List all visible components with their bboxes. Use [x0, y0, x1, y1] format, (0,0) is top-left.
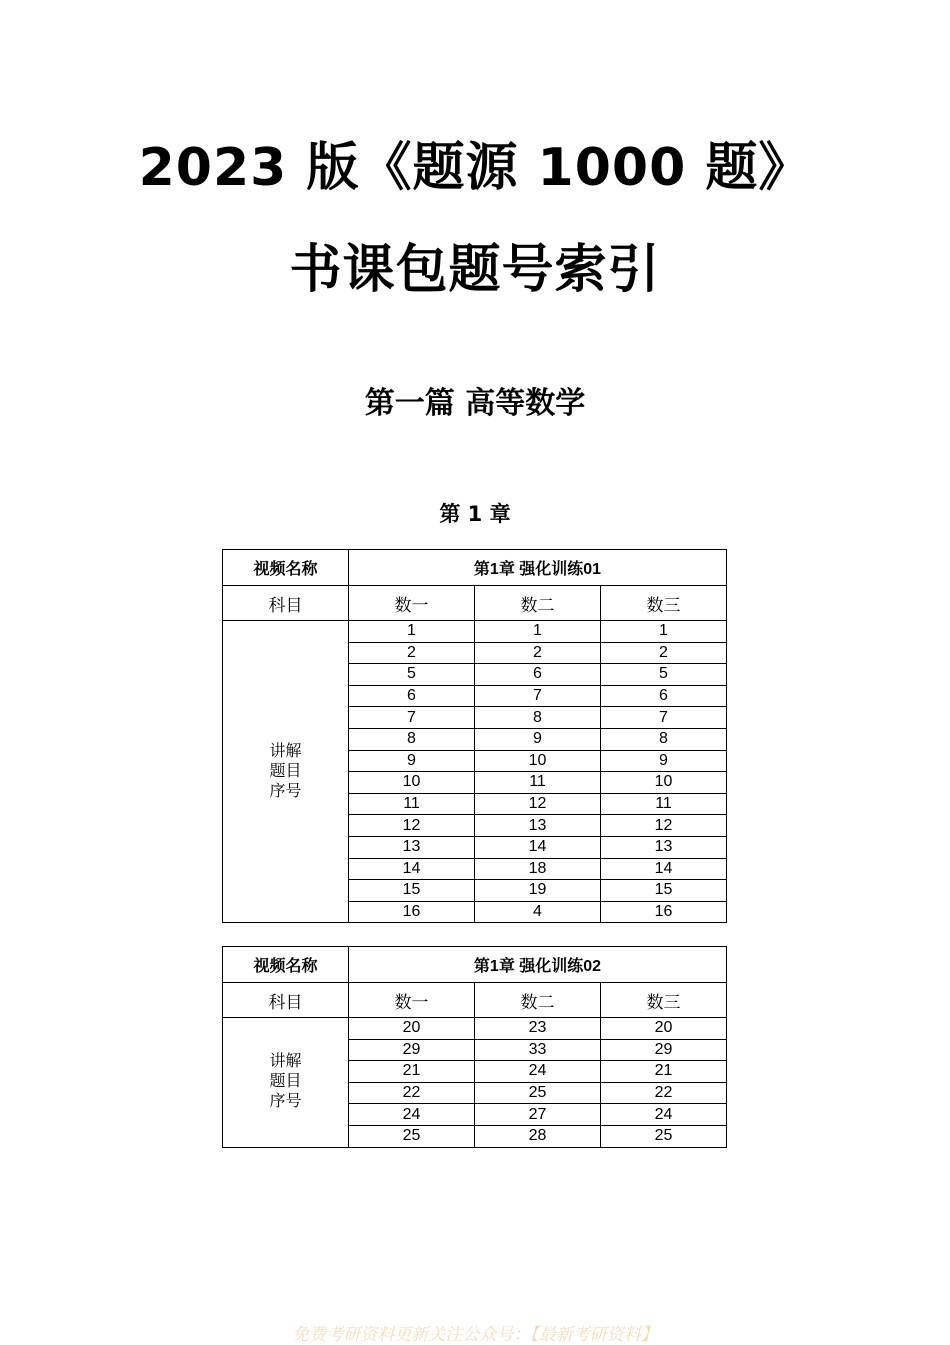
question-number-cell: 11: [475, 772, 601, 794]
part-title: 第一篇 高等数学: [364, 386, 586, 421]
video-name-cell: 第1章 强化训练01: [349, 550, 727, 586]
question-number-cell: 29: [601, 1039, 727, 1061]
question-number-cell: 12: [601, 815, 727, 837]
question-number-cell: 8: [601, 728, 727, 750]
question-number-cell: 19: [475, 880, 601, 902]
question-number-cell: 14: [601, 858, 727, 880]
row-label-cell: [223, 621, 349, 923]
subject-cell: 数一: [349, 983, 475, 1018]
question-number-cell: 11: [601, 793, 727, 815]
question-number-cell: 22: [349, 1082, 475, 1104]
header-label-cell: 视频名称: [223, 550, 349, 586]
question-number-cell: 1: [475, 621, 601, 643]
video-name-cell: 第1章 强化训练02: [349, 947, 727, 983]
question-number-cell: 14: [349, 858, 475, 880]
header-label-cell: 视频名称: [223, 947, 349, 983]
question-number-cell: 13: [601, 836, 727, 858]
question-number-cell: 6: [601, 685, 727, 707]
row-label-line: 题目: [269, 1073, 302, 1091]
document-title-line2: 书课包题号索引: [289, 240, 661, 300]
question-number-cell: 18: [475, 858, 601, 880]
subject-label-cell: 科目: [223, 586, 349, 621]
index-table-body: [223, 550, 727, 923]
document-title-line1: 2023 版《题源 1000 题》: [138, 138, 812, 198]
question-number-cell: 16: [601, 901, 727, 923]
question-number-cell: 16: [349, 901, 475, 923]
question-number-cell: 9: [475, 728, 601, 750]
question-number-cell: 27: [475, 1104, 601, 1126]
question-number-cell: 5: [601, 664, 727, 686]
question-number-cell: 20: [349, 1018, 475, 1040]
question-number-cell: 25: [601, 1125, 727, 1147]
question-number-cell: 11: [349, 793, 475, 815]
question-number-cell: 1: [601, 621, 727, 643]
chapter-title: 第 1 章: [439, 502, 511, 526]
table-row: [223, 621, 727, 643]
row-label-line: 题目: [269, 762, 302, 780]
question-number-cell: 22: [601, 1082, 727, 1104]
footer-watermark: 免费考研资料更新关注公众号：【最新考研资料】: [292, 1325, 658, 1345]
subject-cell: 数三: [601, 983, 727, 1018]
question-number-cell: 7: [349, 707, 475, 729]
subject-cell: 数二: [475, 983, 601, 1018]
index-table-1: [222, 549, 727, 923]
index-table-body: [223, 947, 727, 1148]
question-number-cell: 6: [349, 685, 475, 707]
question-number-cell: 10: [349, 772, 475, 794]
index-table-2: [222, 946, 727, 1148]
subject-cell: 数二: [475, 586, 601, 621]
subject-row: [223, 983, 727, 1018]
question-number-cell: 23: [475, 1018, 601, 1040]
question-number-cell: 8: [349, 728, 475, 750]
row-label-line: 序号: [269, 782, 302, 800]
question-number-cell: 5: [349, 664, 475, 686]
row-label-line: 序号: [269, 1093, 302, 1111]
question-number-cell: 21: [349, 1061, 475, 1083]
question-number-cell: 24: [349, 1104, 475, 1126]
question-number-cell: 12: [349, 815, 475, 837]
question-number-cell: 24: [475, 1061, 601, 1083]
table-row: [223, 1018, 727, 1040]
question-number-cell: 2: [475, 642, 601, 664]
question-number-cell: 13: [349, 836, 475, 858]
question-number-cell: 25: [349, 1125, 475, 1147]
question-number-cell: 6: [475, 664, 601, 686]
question-number-cell: 9: [349, 750, 475, 772]
question-number-cell: 33: [475, 1039, 601, 1061]
question-number-cell: 9: [601, 750, 727, 772]
question-number-cell: 8: [475, 707, 601, 729]
subject-cell: 数一: [349, 586, 475, 621]
question-number-cell: 10: [475, 750, 601, 772]
question-number-cell: 21: [601, 1061, 727, 1083]
question-number-cell: 14: [475, 836, 601, 858]
question-number-cell: 25: [475, 1082, 601, 1104]
subject-cell: 数三: [601, 586, 727, 621]
question-number-cell: 24: [601, 1104, 727, 1126]
question-number-cell: 10: [601, 772, 727, 794]
question-number-cell: 7: [601, 707, 727, 729]
question-number-cell: 29: [349, 1039, 475, 1061]
question-number-cell: 7: [475, 685, 601, 707]
question-number-cell: 1: [349, 621, 475, 643]
question-number-cell: 15: [349, 880, 475, 902]
question-number-cell: 28: [475, 1125, 601, 1147]
subject-row: [223, 586, 727, 621]
question-number-cell: 15: [601, 880, 727, 902]
subject-label-cell: 科目: [223, 983, 349, 1018]
row-label-line: 讲解: [269, 1053, 302, 1071]
question-number-cell: 12: [475, 793, 601, 815]
question-number-cell: 20: [601, 1018, 727, 1040]
question-number-cell: 2: [601, 642, 727, 664]
table-header-row: [223, 550, 727, 586]
table-header-row: [223, 947, 727, 983]
question-number-cell: 13: [475, 815, 601, 837]
row-label-line: 讲解: [269, 742, 302, 760]
question-number-cell: 2: [349, 642, 475, 664]
question-number-cell: 4: [475, 901, 601, 923]
row-label-cell: [223, 1018, 349, 1148]
